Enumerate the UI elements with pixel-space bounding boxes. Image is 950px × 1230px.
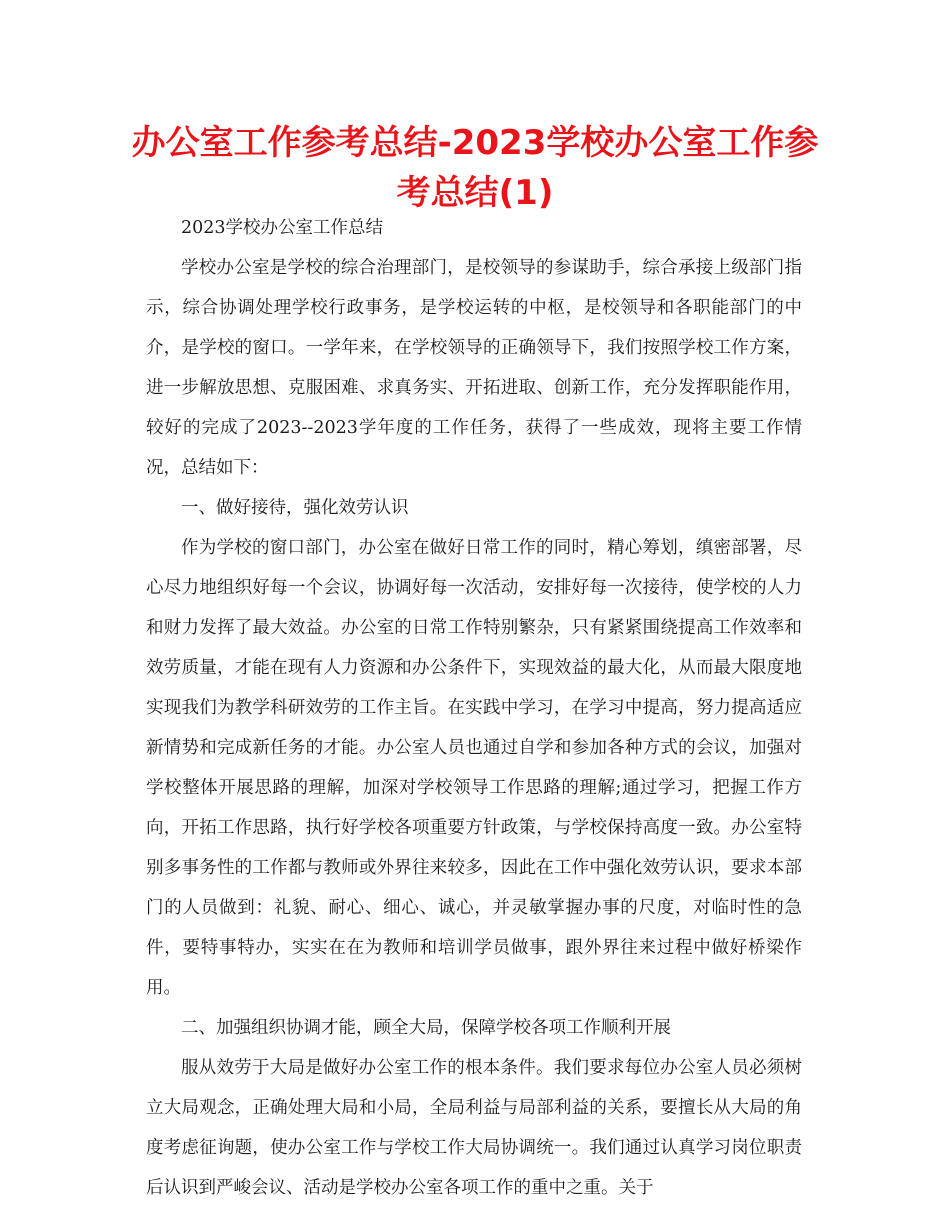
document-title: 办公室工作参考总结-2023学校办公室工作参考总结(1) [131, 123, 819, 213]
section-1-paragraph: 作为学校的窗口部门，办公室在做好日常工作的同时，精心筹划，缜密部署，尽心尽力地组织好每一个会议，协调好每一次活动，安排好每一次接待，使学校的人力和财力发挥了最大效益。办公室的日常工作特别繁杂，只有紧紧围绕提高工作效率和效劳质量，才能在现有人力资源和办公条件下，实现效益的最大化，从而最大限度地实现我们为教学科研效劳的工作主旨。在实践中学习，在学习中提高，努力提高适应新情势和完成新任务的才能。办公室人员也通过自学和参加各种方式的会议，加强对学校整体开展思路的理解，加深对学校领导工作思路的理解;通过学习，把握工作方向，开拓工作思路，执行好学校各项重要方针政策，与学校保持高度一致。办公室特别多事务性的工作都与教师或外界往来较多，因此在工作中强化效劳认识，要求本部门的人员做到：礼貌、耐心、细心、诚心，并灵敏掌握办事的尺度，对临时性的急件，要特事特办，实实在在为教师和培训学员做事，跟外界往来过程中做好桥梁作用。 [146, 538, 802, 998]
document-body [146, 208, 802, 1208]
section-2-paragraph: 服从效劳于大局是做好办公室工作的根本条件。我们要求每位办公室人员必须树立大局观念，正确处理大局和小局，全局利益与局部利益的关系，要擅长从大局的角度考虑征询题，使办公室工作与学校工作大局协调统一。我们通过认真学习岗位职责后认识到严峻会议、活动是学校办公室各项工作的重中之重。关于 [146, 1058, 802, 1198]
intro-paragraph: 学校办公室是学校的综合治理部门，是校领导的参谋助手，综合承接上级部门指示，综合协调处理学校行政事务，是学校运转的中枢，是校领导和各职能部门的中介，是学校的窗口。一学年来，在学校领导的正确领导下，我们按照学校工作方案，进一步解放思想、克服困难、求真务实、开拓进取、创新工作，充分发挥职能作用，较好的完成了2023--2023学年度的工作任务，获得了一些成效，现将主要工作情况，总结如下： [146, 258, 802, 478]
section-heading-1: 一、做好接待，强化效劳认识 [181, 498, 409, 518]
subtitle-paragraph: 2023学校办公室工作总结 [181, 218, 384, 238]
section-heading-2: 二、加强组织协调才能，顾全大局，保障学校各项工作顺利开展 [181, 1018, 671, 1038]
